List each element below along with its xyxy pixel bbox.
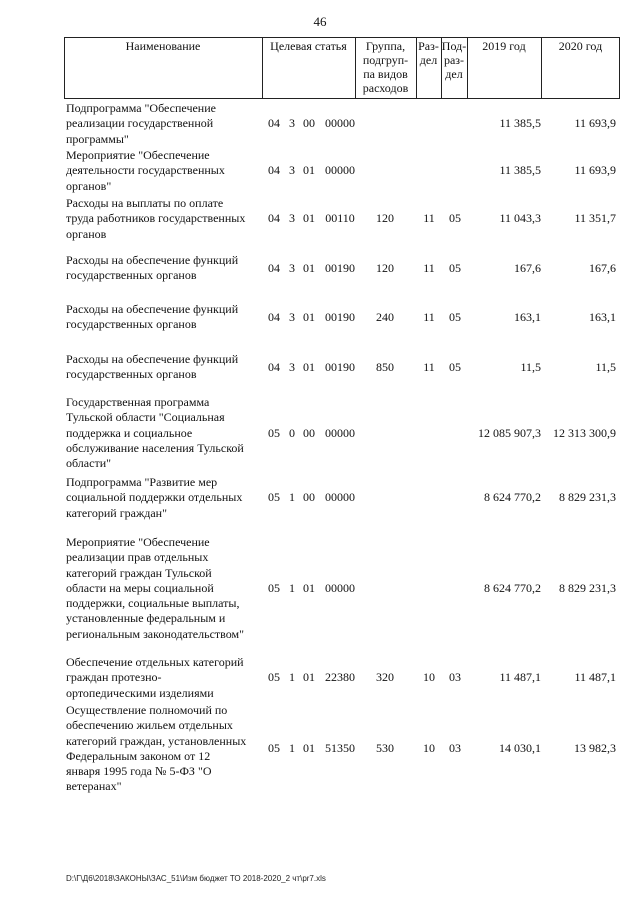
code-direction: 51350 [325, 741, 355, 756]
code-direction: 00000 [325, 580, 355, 595]
header-2019: 2019 год [482, 39, 526, 53]
cell-group: 530 [376, 741, 394, 756]
table-row [0, 148, 640, 194]
cell-2019: 11 043,3 [499, 211, 541, 226]
code-subprogram: 3 [289, 359, 295, 374]
cell-2020: 163,1 [589, 309, 616, 324]
row-name-line: социальной поддержки отдельных [66, 490, 243, 505]
code-direction: 00000 [325, 163, 355, 178]
code-program: 04 [268, 359, 280, 374]
row-name-line: органов" [66, 178, 112, 193]
cell-2019: 163,1 [514, 309, 541, 324]
cell-2019: 8 624 770,2 [484, 580, 541, 595]
code-program: 05 [268, 670, 280, 685]
file-path-footer: D:\Г\Д6\2018\ЗАКОНЫ\ЗАС_51\Изм бюджет ТО 2018-2020_2 чт\pr7.xls [66, 874, 326, 883]
code-direction: 00000 [325, 425, 355, 440]
cell-2019: 11 385,5 [499, 116, 541, 131]
row-name-line: Федеральным законом от 12 [66, 748, 211, 763]
header-2020: 2020 год [558, 39, 603, 53]
cell-group: 240 [376, 309, 394, 324]
code-program: 04 [268, 260, 280, 275]
cell-2019: 11 487,1 [499, 670, 541, 685]
cell-subsection: 05 [449, 211, 461, 226]
cell-2020: 8 829 231,3 [559, 490, 616, 505]
row-name-line: категорий граждан Тульской [66, 565, 212, 580]
cell-section: 10 [423, 741, 435, 756]
code-event: 00 [303, 116, 315, 131]
cell-group: 120 [376, 211, 394, 226]
row-name [66, 703, 266, 795]
code-program: 04 [268, 116, 280, 131]
table-row [0, 535, 640, 642]
row-name [66, 101, 266, 147]
code-event: 00 [303, 425, 315, 440]
page-number: 46 [313, 14, 327, 29]
row-name-line: категорий граждан, установленных [66, 733, 247, 748]
cell-2020: 12 313 300,9 [553, 425, 616, 440]
code-event: 01 [303, 163, 315, 178]
code-direction: 00000 [325, 116, 355, 131]
row-name-line: государственных органов [66, 317, 197, 332]
row-name-line: Осуществление полномочий по [66, 703, 228, 717]
cell-subsection: 05 [449, 359, 461, 374]
code-event: 01 [303, 670, 315, 685]
code-program: 05 [268, 741, 280, 756]
row-name-line: Расходы на обеспечение функций [66, 352, 239, 366]
code-direction: 00000 [325, 490, 355, 505]
row-name-line: реализации прав отдельных [66, 550, 209, 565]
cell-group: 120 [376, 260, 394, 275]
row-name-line: программы" [66, 131, 129, 146]
row-name-line: поддержки, социальные выплаты, [66, 596, 240, 611]
row-name-line: области" [66, 456, 112, 471]
table-row [0, 253, 640, 284]
code-direction: 22380 [325, 670, 355, 685]
code-program: 05 [268, 580, 280, 595]
cell-section: 11 [423, 309, 435, 324]
row-name-line: Расходы на обеспечение функций [66, 253, 239, 267]
code-subprogram: 1 [289, 741, 295, 756]
row-name-line: реализации государственной [66, 116, 214, 131]
row-name [66, 148, 266, 194]
header-group: Группа, подгруп- па видов расходов [362, 39, 409, 95]
code-direction: 00110 [325, 211, 355, 226]
cell-2020: 11,5 [595, 359, 616, 374]
cell-section: 11 [423, 260, 435, 275]
row-name-line: деятельности государственных [66, 163, 225, 178]
code-event: 01 [303, 211, 315, 226]
cell-2019: 12 085 907,3 [478, 425, 541, 440]
header-subsection: Под- раз- дел [441, 39, 467, 81]
code-program: 05 [268, 490, 280, 505]
cell-section: 10 [423, 670, 435, 685]
row-name [66, 475, 266, 521]
table-row [0, 475, 640, 521]
row-name [66, 196, 266, 242]
cell-subsection: 05 [449, 309, 461, 324]
code-direction: 00190 [325, 309, 355, 324]
row-name [66, 655, 266, 701]
cell-2019: 8 624 770,2 [484, 490, 541, 505]
row-name-line: установленные федеральным и [66, 611, 226, 626]
table-row [0, 352, 640, 383]
row-name-line: ортопедическими изделиями [66, 685, 214, 700]
code-subprogram: 3 [289, 116, 295, 131]
code-subprogram: 1 [289, 490, 295, 505]
row-name-line: труда работников государственных [66, 211, 246, 226]
row-name [66, 253, 266, 284]
row-name-line: Подпрограмма "Развитие мер [66, 475, 218, 489]
code-subprogram: 3 [289, 309, 295, 324]
row-name-line: ветеранах" [66, 779, 122, 794]
cell-2020: 8 829 231,3 [559, 580, 616, 595]
row-name-line: Мероприятие "Обеспечение [66, 535, 210, 549]
row-name-line: Обеспечение отдельных категорий [66, 655, 244, 669]
row-name-line: поддержка и социальное [66, 425, 193, 440]
table-header [64, 37, 620, 99]
row-name-line: граждан протезно- [66, 670, 162, 685]
row-name [66, 395, 266, 471]
cell-2020: 13 982,3 [574, 741, 616, 756]
code-direction: 00190 [325, 359, 355, 374]
code-program: 04 [268, 211, 280, 226]
cell-2020: 11 487,1 [574, 670, 616, 685]
code-program: 04 [268, 309, 280, 324]
code-direction: 00190 [325, 260, 355, 275]
row-name-line: области на меры социальной [66, 580, 214, 595]
cell-subsection: 03 [449, 670, 461, 685]
cell-2019: 167,6 [514, 260, 541, 275]
header-target: Целевая статья [270, 39, 347, 53]
cell-2020: 11 351,7 [574, 211, 616, 226]
code-program: 04 [268, 163, 280, 178]
code-subprogram: 3 [289, 211, 295, 226]
code-event: 01 [303, 580, 315, 595]
code-program: 05 [268, 425, 280, 440]
header-section: Раз- дел [418, 39, 439, 67]
table-row [0, 101, 640, 147]
row-name-line: Государственная программа [66, 395, 210, 409]
table-row [0, 302, 640, 333]
code-subprogram: 1 [289, 580, 295, 595]
cell-2020: 11 693,9 [574, 163, 616, 178]
code-event: 01 [303, 359, 315, 374]
row-name [66, 535, 266, 642]
code-subprogram: 1 [289, 670, 295, 685]
row-name-line: Расходы на выплаты по оплате [66, 196, 224, 210]
cell-group: 850 [376, 359, 394, 374]
table-row [0, 703, 640, 795]
row-name-line: обслуживание населения Тульской [66, 440, 244, 455]
row-name-line: января 1995 года № 5-ФЗ "О [66, 764, 212, 779]
cell-subsection: 05 [449, 260, 461, 275]
code-event: 01 [303, 309, 315, 324]
row-name-line: Мероприятие "Обеспечение [66, 148, 210, 162]
row-name-line: обеспечению жильем отдельных [66, 718, 233, 733]
code-subprogram: 3 [289, 260, 295, 275]
cell-section: 11 [423, 359, 435, 374]
cell-2019: 14 030,1 [499, 741, 541, 756]
row-name [66, 302, 266, 333]
row-name-line: категорий граждан" [66, 505, 167, 520]
table-row [0, 655, 640, 701]
cell-2020: 167,6 [589, 260, 616, 275]
header-name: Наименование [125, 39, 201, 53]
row-name [66, 352, 266, 383]
cell-2019: 11,5 [520, 359, 541, 374]
cell-section: 11 [423, 211, 435, 226]
code-subprogram: 0 [289, 425, 295, 440]
table-row [0, 395, 640, 472]
cell-2020: 11 693,9 [574, 116, 616, 131]
table-row [0, 196, 640, 242]
row-name-line: государственных органов [66, 268, 197, 283]
row-name-line: государственных органов [66, 367, 197, 382]
cell-2019: 11 385,5 [499, 163, 541, 178]
row-name-line: Расходы на обеспечение функций [66, 302, 239, 316]
code-event: 01 [303, 260, 315, 275]
code-event: 01 [303, 741, 315, 756]
row-name-line: региональным законодательством" [66, 626, 244, 641]
row-name-line: органов [66, 226, 107, 241]
code-subprogram: 3 [289, 163, 295, 178]
row-name-line: Тульской области "Социальная [66, 410, 225, 425]
cell-subsection: 03 [449, 741, 461, 756]
row-name-line: Подпрограмма "Обеспечение [66, 101, 216, 115]
cell-group: 320 [376, 670, 394, 685]
code-event: 00 [303, 490, 315, 505]
